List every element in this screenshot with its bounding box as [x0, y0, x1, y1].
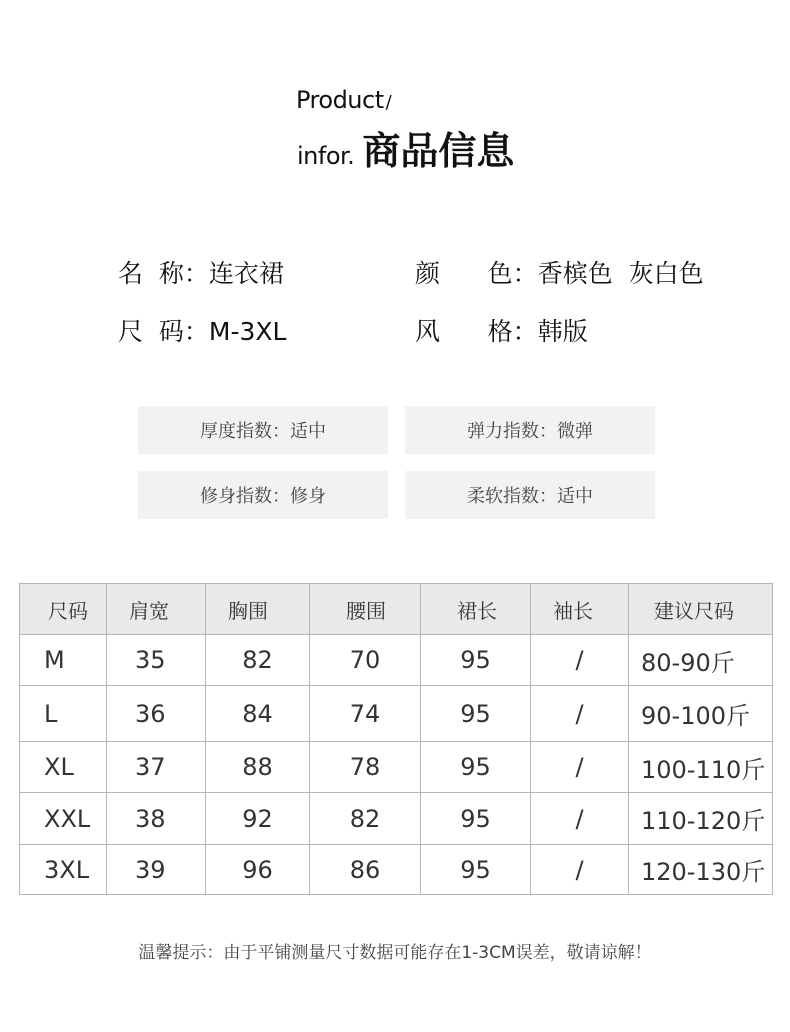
info-color-label: 颜 色：	[415, 259, 538, 288]
cell-size: L	[20, 686, 107, 742]
table-row	[20, 686, 773, 742]
col-header-waist: 腰围	[310, 584, 421, 635]
info-style	[415, 312, 588, 348]
cell-size: M	[20, 635, 107, 686]
title-en-line1: Product	[296, 86, 384, 114]
attr-softness: 柔软指数：适中	[405, 471, 655, 519]
info-name-label: 名 称：	[118, 259, 209, 288]
cell-sleeve: /	[531, 845, 629, 895]
table-row	[20, 845, 773, 895]
info-size-label: 尺 码：	[118, 317, 209, 346]
col-header-sleeve: 袖长	[531, 584, 629, 635]
title-en-line2: infor.	[297, 142, 355, 170]
cell-suggested: 110-120斤	[629, 793, 773, 845]
table-header-row	[20, 584, 773, 635]
cell-shoulder: 36	[107, 686, 206, 742]
cell-length: 95	[421, 845, 531, 895]
cell-length: 95	[421, 635, 531, 686]
col-header-shoulder: 肩宽	[107, 584, 206, 635]
cell-bust: 92	[206, 793, 310, 845]
cell-waist: 74	[310, 686, 421, 742]
cell-suggested: 90-100斤	[629, 686, 773, 742]
info-size-value: M-3XL	[208, 317, 287, 346]
cell-waist: 78	[310, 742, 421, 793]
title-row2	[297, 120, 514, 175]
cell-sleeve: /	[531, 635, 629, 686]
cell-shoulder: 39	[107, 845, 206, 895]
cell-sleeve: /	[531, 686, 629, 742]
table-row	[20, 635, 773, 686]
col-header-length: 裙长	[421, 584, 531, 635]
cell-length: 95	[421, 742, 531, 793]
col-header-bust: 胸围	[206, 584, 310, 635]
cell-size: XL	[20, 742, 107, 793]
cell-size: 3XL	[20, 845, 107, 895]
size-table	[19, 583, 773, 895]
cell-sleeve: /	[531, 742, 629, 793]
col-header-size: 尺码	[20, 584, 107, 635]
cell-shoulder: 35	[107, 635, 206, 686]
cell-shoulder: 37	[107, 742, 206, 793]
cell-bust: 96	[206, 845, 310, 895]
page-title: 商品信息	[362, 129, 515, 173]
attr-thickness: 厚度指数：适中	[138, 406, 388, 454]
measurement-tip: 温馨提示：由于平铺测量尺寸数据可能存在1-3CM误差，敬请谅解！	[138, 943, 652, 963]
cell-bust: 82	[206, 635, 310, 686]
title-product	[296, 86, 391, 114]
cell-waist: 82	[310, 793, 421, 845]
cell-bust: 84	[206, 686, 310, 742]
cell-suggested: 80-90斤	[629, 635, 773, 686]
cell-length: 95	[421, 793, 531, 845]
table-row	[20, 793, 773, 845]
cell-shoulder: 38	[107, 793, 206, 845]
cell-length: 95	[421, 686, 531, 742]
info-color-value: 香槟色 灰白色	[537, 259, 704, 288]
info-name-value: 连衣裙	[208, 259, 284, 288]
col-header-suggested: 建议尺码	[629, 584, 773, 635]
cell-waist: 70	[310, 635, 421, 686]
info-style-value: 韩版	[537, 317, 588, 346]
info-name	[118, 254, 284, 290]
table-row	[20, 742, 773, 793]
attr-fit: 修身指数：修身	[138, 471, 388, 519]
cell-bust: 88	[206, 742, 310, 793]
cell-suggested: 120-130斤	[629, 845, 773, 895]
cell-waist: 86	[310, 845, 421, 895]
info-color	[415, 254, 704, 290]
cell-size: XXL	[20, 793, 107, 845]
cell-suggested: 100-110斤	[629, 742, 773, 793]
title-slash: /	[385, 92, 392, 113]
info-size	[118, 312, 286, 348]
info-style-label: 风 格：	[415, 317, 538, 346]
attr-elasticity: 弹力指数：微弹	[405, 406, 655, 454]
cell-sleeve: /	[531, 793, 629, 845]
